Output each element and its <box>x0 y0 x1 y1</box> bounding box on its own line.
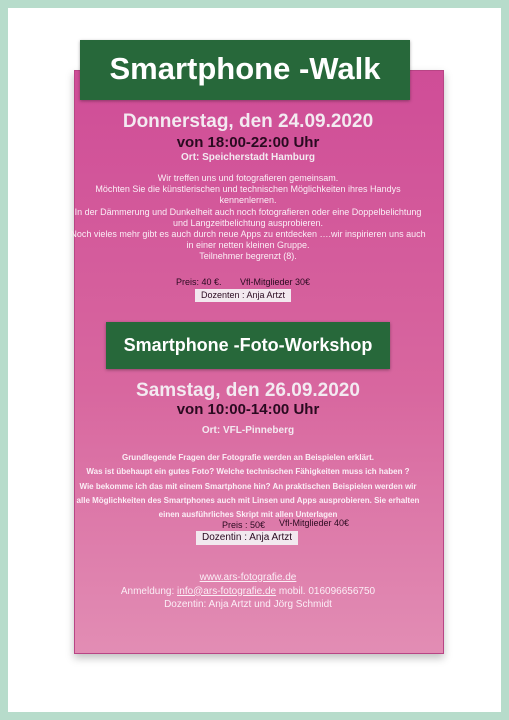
description-line: Teilnehmer begrenzt (8). <box>199 251 297 262</box>
website-link[interactable]: www.ars-fotografie.de <box>199 572 297 583</box>
event1-date: Donnerstag, den 24.09.2020 <box>122 111 374 132</box>
description-line: und Langzeitbelichtung ausprobieren. <box>172 217 324 228</box>
event1-time: von 18:00-22:00 Uhr <box>176 134 320 151</box>
event2-teacher: Dozentin : Anja Artzt <box>196 531 298 545</box>
description-line: Was ist übehaupt ein gutes Foto? Welche technischen Fähigkeiten muss ich haben ? <box>86 467 410 477</box>
description-line: Grundlegende Fragen der Fotografie werden an Beispielen erklärt. <box>121 453 375 462</box>
event2-member-price: Vfl-Mitglieder 40€ <box>279 518 350 528</box>
description-line: einen ausführliches Skript mit allen Unterlagen <box>158 510 338 520</box>
event2-description <box>58 451 438 522</box>
description-line: kennenlernen. <box>219 195 277 206</box>
description-line: Wie bekomme ich das mit einem Smartphone hin? An praktischen Beispielen werden wir <box>79 481 417 491</box>
description-line: in einer netten kleinen Gruppe. <box>186 240 310 251</box>
event2-date: Samstag, den 26.09.2020 <box>136 380 360 401</box>
mobile-number: mobil. 016096656750 <box>278 585 376 597</box>
event1-teacher: Dozenten : Anja Artzt <box>195 289 291 302</box>
description-line: alle Möglichkeiten des Smartphones auch mit Linsen und Apps ausprobieren. Sie erhalten <box>76 495 420 505</box>
event2-time: von 10:00-14:00 Uhr <box>176 401 320 418</box>
event2-price: Preis : 50€ <box>222 520 266 530</box>
event1-location: Ort: Speicherstadt Hamburg <box>181 152 315 163</box>
description-line: Möchten Sie die künstlerischen und technischen Möglichkeiten ihres Handys <box>95 184 401 195</box>
event1-price: Preis: 40 €. <box>176 277 222 287</box>
event1-description <box>48 173 448 263</box>
registration-label: Anmeldung: <box>120 585 175 597</box>
event2-location: Ort: VFL-Pinneberg <box>201 425 295 436</box>
workshop-title: Smartphone -Foto-Workshop <box>106 322 390 369</box>
page-title: Smartphone -Walk <box>80 40 410 100</box>
footer-teachers: Dozentin: Anja Artzt und Jörg Schmidt <box>164 599 332 610</box>
email-link[interactable]: info@ars-fotografie.de <box>177 585 277 597</box>
description-line: In der Dämmerung und Dunkelheit auch noch fotografieren oder eine Doppelbelichtung <box>74 206 422 217</box>
description-line: Noch vieles mehr gibt es auch durch neue Apps zu entdecken ….wir inspirieren uns auch <box>70 229 426 240</box>
description-line: Wir treffen uns und fotografieren gemeinsam. <box>157 173 339 183</box>
event1-member-price: Vfl-Mitglieder 30€ <box>240 277 311 287</box>
footer <box>98 571 398 612</box>
